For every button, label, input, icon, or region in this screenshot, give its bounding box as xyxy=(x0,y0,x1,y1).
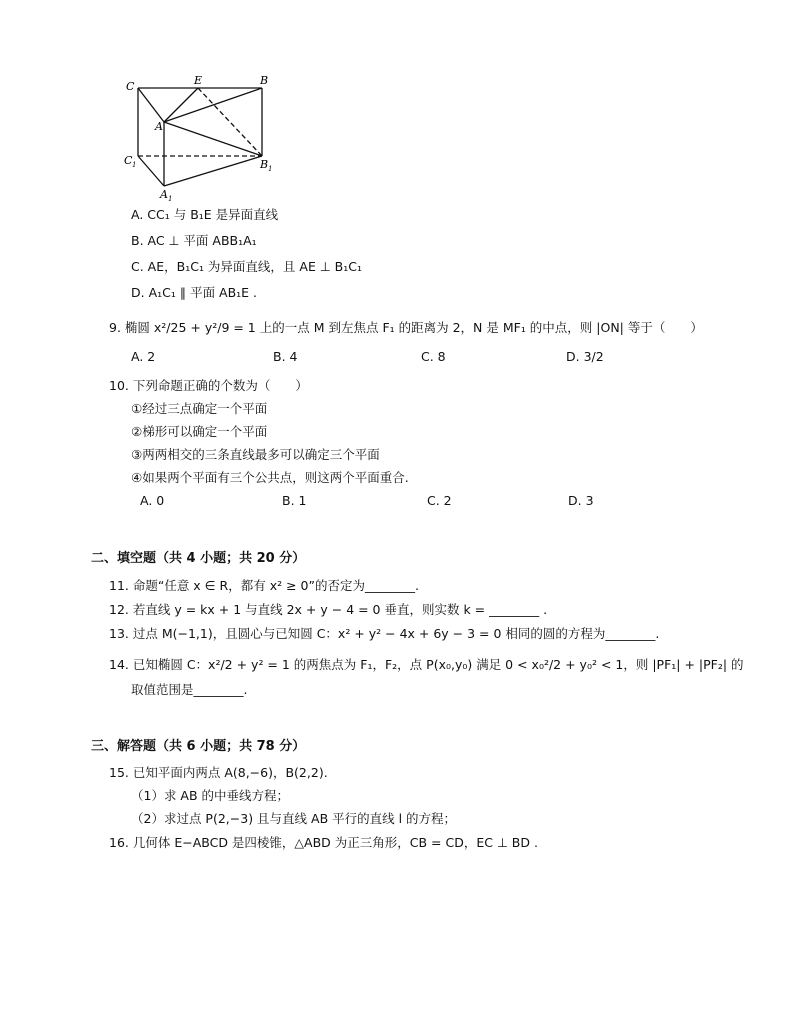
label-C1: C xyxy=(124,154,133,167)
q9-text: 9. 椭圆 x²/25 + y²/9 = 1 上的一点 M 到左焦点 F₁ 的距离为 2，N 是 MF₁ 的中点，则 |ON| 等于（ ） xyxy=(109,320,703,335)
label-B1-sub: 1 xyxy=(268,165,273,173)
q12-text: 12. 若直线 y = kx + 1 与直线 2x + y − 4 = 0 垂直，则实数 k = ________ . xyxy=(109,602,548,617)
label-A1-sub: 1 xyxy=(168,195,173,203)
label-A: A xyxy=(155,120,163,133)
q9-option-c: C. 8 xyxy=(421,349,446,364)
label-C: C xyxy=(126,80,135,93)
section2-title: 二、填空题（共 4 小题；共 20 分） xyxy=(91,551,306,566)
q10-option-b: B. 1 xyxy=(282,493,307,508)
label-C1-sub: 1 xyxy=(132,161,137,169)
q8-option-c: C. AE，B₁C₁ 为异面直线，且 AE ⊥ B₁C₁ xyxy=(131,259,363,274)
q16-text: 16. 几何体 E−ABCD 是四棱锥，△ABD 为正三角形，CB = CD，EC ⊥ BD . xyxy=(109,835,538,850)
q10-item-4: ④如果两个平面有三个公共点，则这两个平面重合. xyxy=(131,470,409,485)
label-B1: B xyxy=(260,158,269,171)
prism-diagram xyxy=(118,72,288,204)
prism-figure xyxy=(118,72,288,204)
q14-text-line1: 14. 已知椭圆 C：x²/2 + y² = 1 的两焦点为 F₁，F₂，点 P(x₀,y₀) 满足 0 < x₀²/2 + y₀² < 1，则 |PF₁| + |PF₂| 的 xyxy=(109,657,744,672)
q10-item-2: ②梯形可以确定一个平面 xyxy=(131,424,268,439)
section3-title: 三、解答题（共 6 小题；共 78 分） xyxy=(91,739,306,754)
q8-option-d: D. A₁C₁ ∥ 平面 AB₁E . xyxy=(131,285,258,300)
q10-item-3: ③两两相交的三条直线最多可以确定三个平面 xyxy=(131,447,380,462)
label-B: B xyxy=(260,74,269,87)
label-E: E xyxy=(194,74,203,87)
q9-option-a: A. 2 xyxy=(131,349,156,364)
q10-text: 10. 下列命题正确的个数为（ ） xyxy=(109,378,308,393)
q10-option-c: C. 2 xyxy=(427,493,452,508)
q9-option-d: D. 3/2 xyxy=(566,349,604,364)
q10-option-a: A. 0 xyxy=(140,493,165,508)
q13-text: 13. 过点 M(−1,1)，且圆心与已知圆 C：x² + y² − 4x + 6y − 3 = 0 相同的圆的方程为________. xyxy=(109,626,660,641)
q15-part2: （2）求过点 P(2,−3) 且与直线 AB 平行的直线 l 的方程； xyxy=(131,811,457,826)
q8-option-a: A. CC₁ 与 B₁E 是异面直线 xyxy=(131,207,279,222)
q10-option-d: D. 3 xyxy=(568,493,594,508)
q15-part1: （1）求 AB 的中垂线方程； xyxy=(131,788,290,803)
q11-text: 11. 命题“任意 x ∈ R，都有 x² ≥ 0”的否定为________. xyxy=(109,578,419,593)
q10-item-1: ①经过三点确定一个平面 xyxy=(131,401,268,416)
q15-text: 15. 已知平面内两点 A(8,−6)，B(2,2). xyxy=(109,765,328,780)
q8-option-b: B. AC ⊥ 平面 ABB₁A₁ xyxy=(131,233,257,248)
label-A1: A xyxy=(160,188,168,201)
q9-option-b: B. 4 xyxy=(273,349,298,364)
q14-text-line2: 取值范围是________. xyxy=(131,682,248,697)
